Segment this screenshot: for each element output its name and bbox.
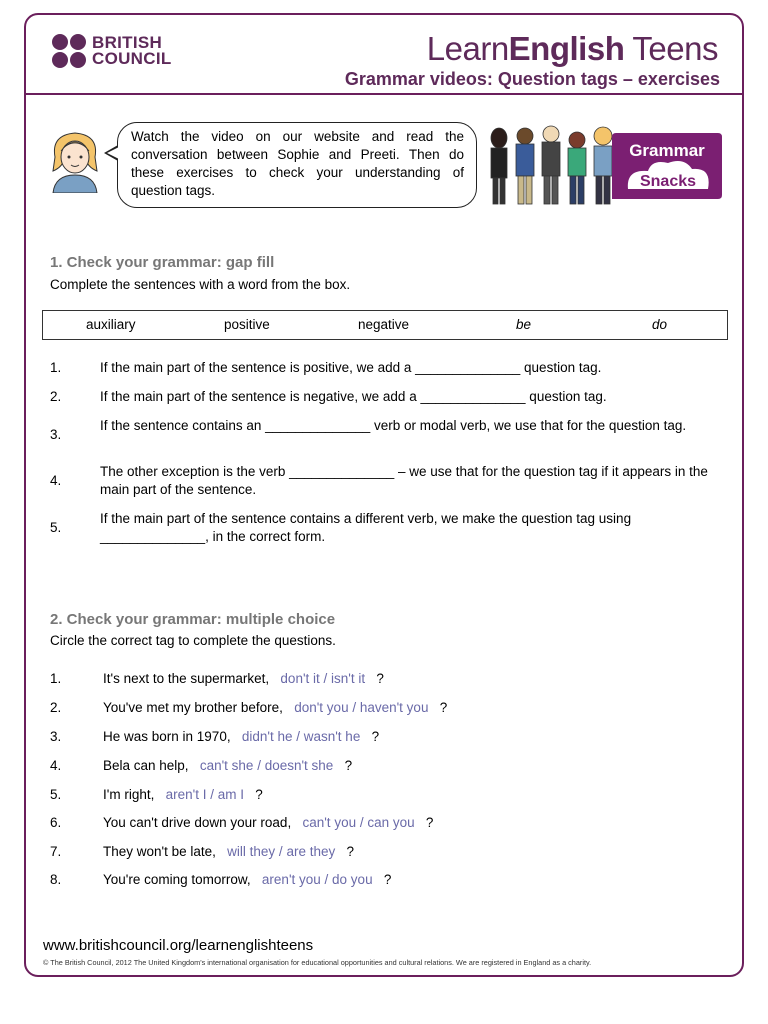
question-text: I'm right,	[103, 787, 155, 802]
word-box-item: do	[652, 317, 668, 332]
word-box-item: be	[516, 317, 532, 332]
section-2-title: 2. Check your grammar: multiple choice	[50, 611, 336, 628]
tag-options[interactable]: don't it / isn't it	[280, 671, 366, 686]
question-text: It's next to the supermarket,	[103, 671, 270, 686]
tag-options[interactable]: don't you / haven't you	[294, 700, 429, 715]
question-text: You can't drive down your road,	[103, 815, 292, 830]
logo-line-1: BRITISH	[92, 33, 163, 52]
question-text: He was born in 1970,	[103, 729, 231, 744]
page-title: Grammar videos: Question tags – exercises	[344, 69, 720, 89]
teens-group-illustration	[485, 124, 623, 208]
section-1-instruction: Complete the sentences with a word from the box.	[50, 277, 351, 292]
question-text: They won't be late,	[103, 844, 216, 859]
header-divider	[24, 93, 744, 95]
section-2-instruction: Circle the correct tag to complete the questions.	[50, 633, 336, 648]
british-council-logo	[52, 34, 172, 68]
tag-options[interactable]: can't you / can you	[302, 815, 415, 830]
gap-fill-text: The other exception is the verb ______________ – we use that for the question tag if it appears in the main part of the sentence.	[100, 464, 708, 497]
tag-options[interactable]: can't she / doesn't she	[199, 758, 334, 773]
tag-options[interactable]: aren't you / do you	[261, 872, 373, 887]
question-text: You're coming tomorrow,	[103, 872, 251, 887]
footer-url-link[interactable]: www.britishcouncil.org/learnenglishteens	[43, 937, 314, 954]
logo-line-2: COUNCIL	[92, 49, 172, 68]
brand-english: English	[508, 30, 625, 67]
section-1-title: 1. Check your grammar: gap fill	[50, 254, 275, 271]
tag-options[interactable]: will they / are they	[227, 844, 336, 859]
badge-snacks-text: Snacks	[639, 173, 697, 190]
word-box	[42, 310, 728, 340]
intro-text: Watch the video on our website and read the conversation between Sophie and Preeti. Then do these exercises to check your understanding of question tags.	[131, 129, 464, 198]
badge-grammar-text: Grammar	[629, 141, 705, 160]
sophie-avatar-icon	[47, 127, 103, 193]
intro-speech-bubble	[117, 122, 477, 208]
grammar-snacks-badge	[612, 133, 722, 199]
question-text: Bela can help,	[103, 758, 189, 773]
brand-learn: Learn	[426, 30, 509, 67]
question-text: You've met my brother before,	[103, 700, 283, 715]
tag-options[interactable]: didn't he / wasn't he	[241, 729, 361, 744]
gap-fill-text: If the main part of the sentence is negative, we add a ______________ question tag.	[100, 389, 607, 404]
gap-fill-text: If the main part of the sentence is positive, we add a ______________ question tag.	[100, 360, 602, 375]
footer-copyright: © The British Council, 2012 The United Kingdom's international organisation for educational opportunities and cultural relations. We are registered in England as a charity.	[43, 958, 592, 967]
tag-options[interactable]: aren't I / am I	[165, 787, 244, 802]
word-box-item: negative	[358, 317, 410, 332]
brand-teens: Teens	[624, 30, 718, 67]
word-box-item: positive	[224, 317, 270, 332]
learnenglish-teens-brand	[427, 30, 718, 68]
logo-dots-icon	[52, 34, 86, 68]
gap-fill-text: If the sentence contains an ______________ verb or modal verb, we use that for the question tag.	[100, 418, 687, 433]
gap-fill-text: If the main part of the sentence contains a different verb, we make the question tag using ______________, in the correct form.	[100, 511, 632, 544]
word-box-item: auxiliary	[86, 317, 136, 332]
